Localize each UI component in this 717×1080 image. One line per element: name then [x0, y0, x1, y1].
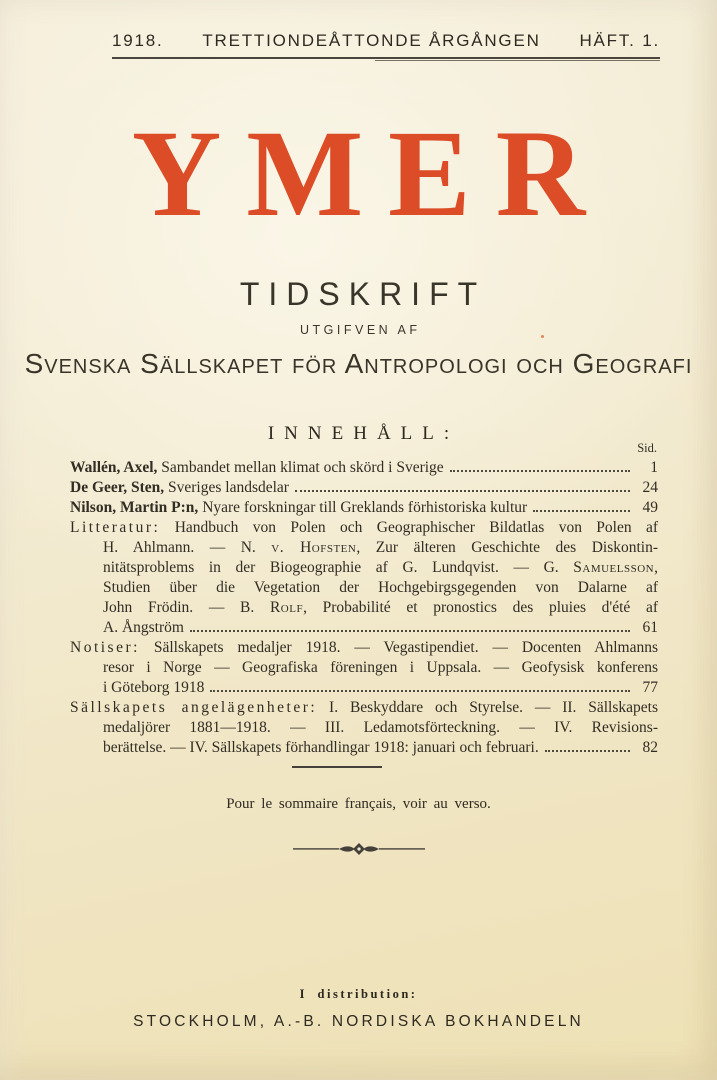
short-divider-rule [292, 766, 382, 768]
toc-page-number: 77 [642, 679, 658, 696]
toc-entry-text: A. Ångström [103, 619, 184, 636]
toc-line [70, 678, 658, 698]
distribution-block [0, 987, 717, 1031]
toc-line [70, 618, 658, 638]
toc-entry-text: resor i Norge — Geografiska föreningen i Uppsala. — Geofysisk konferens [103, 659, 658, 676]
toc-entry-text: Studien über die Vegetation der Hochgebirgsgegenden von Dalarne af [103, 579, 658, 596]
year-label: 1918. [112, 31, 164, 50]
toc-page-number: 24 [642, 479, 658, 496]
toc-page-number: 1 [650, 459, 658, 476]
toc-line [70, 498, 658, 518]
header-rule [112, 57, 660, 59]
toc-line [70, 698, 658, 718]
toc-entry-text: Nilson, Martin P:n, Nyare forskningar till Greklands förhistoriska kultur [70, 499, 528, 516]
toc-entry-text: De Geer, Sten, Sveriges landsdelar [70, 479, 289, 496]
toc-heading: INNEHÅLL: [267, 423, 460, 444]
toc-entry-text: berättelse. — IV. Sällskapets förhandlingar 1918: januari och februari. [103, 739, 539, 756]
toc-entry-text: Notiser: Sällskapets medaljer 1918. — Vegastipendiet. — Docenten Ahlmanns [70, 639, 658, 656]
journal-subtitle: TIDSKRIFT [239, 276, 487, 312]
toc-line [70, 538, 658, 558]
toc-entry-text: Wallén, Axel, Sambandet mellan klimat och skörd i Sverige [70, 459, 444, 476]
journal-title: YMER [131, 105, 610, 242]
table-of-contents [70, 441, 658, 758]
dot-leader [450, 470, 630, 472]
toc-line [70, 658, 658, 678]
dot-leader [295, 490, 630, 492]
page-column-label: Sid. [637, 441, 657, 455]
toc-entry-text: Sällskapets angelägenheter: I. Beskyddare och Styrelse. — II. Sällskapets [70, 699, 658, 716]
dot-leader [545, 750, 630, 752]
toc-line [70, 578, 658, 598]
toc-line [70, 458, 658, 478]
distribution-label: I distribution: [299, 987, 418, 1001]
toc-line [70, 638, 658, 658]
toc-line [70, 558, 658, 578]
toc-line [70, 738, 658, 758]
toc-page-number: 61 [642, 619, 658, 636]
toc-entry-text: nitätsproblems in der Biogeographie af G. Lundqvist. — G. Samuelsson, [103, 559, 658, 576]
page-header [112, 31, 660, 51]
volume-label: TRETTIONDEÅTTONDE ÅRGÅNGEN [202, 31, 541, 50]
toc-entry-text: medaljörer 1881—1918. — III. Ledamotsförteckning. — IV. Revisions- [103, 719, 658, 736]
toc-page-number: 82 [642, 739, 658, 756]
paper-speck [541, 335, 544, 338]
toc-line [70, 478, 658, 498]
printer-ornament-icon [293, 841, 425, 857]
society-name: Svenska Sällskapet för Antropologi och Geografi [24, 348, 693, 379]
toc-page-number: 49 [642, 499, 658, 516]
ornament-divider [0, 841, 717, 857]
toc-entry-text: John Frödin. — B. Rolf, Probabilité et pronostics des pluies d'été af [103, 599, 658, 616]
distribution-name: STOCKHOLM, A.-B. NORDISKA BOKHANDELN [133, 1013, 584, 1030]
dot-leader [190, 630, 630, 632]
dot-leader [210, 690, 630, 692]
dot-leader [533, 510, 630, 512]
toc-line [70, 718, 658, 738]
toc-entry-text: i Göteborg 1918 [103, 679, 205, 696]
french-summary-note: Pour le sommaire français, voir au verso. [226, 796, 491, 812]
toc-entry-text: Litteratur: Handbuch von Polen och Geographischer Bildatlas von Polen af [70, 519, 658, 536]
toc-line [70, 598, 658, 618]
publisher-line: UTGIFVEN AF [300, 323, 421, 337]
toc-entry-text: H. Ahlmann. — N. v. Hofsten, Zur älteren Geschichte des Diskontin- [103, 539, 659, 556]
toc-lines [70, 458, 658, 758]
toc-line [70, 518, 658, 538]
issue-label: HÄFT. 1. [579, 31, 660, 50]
